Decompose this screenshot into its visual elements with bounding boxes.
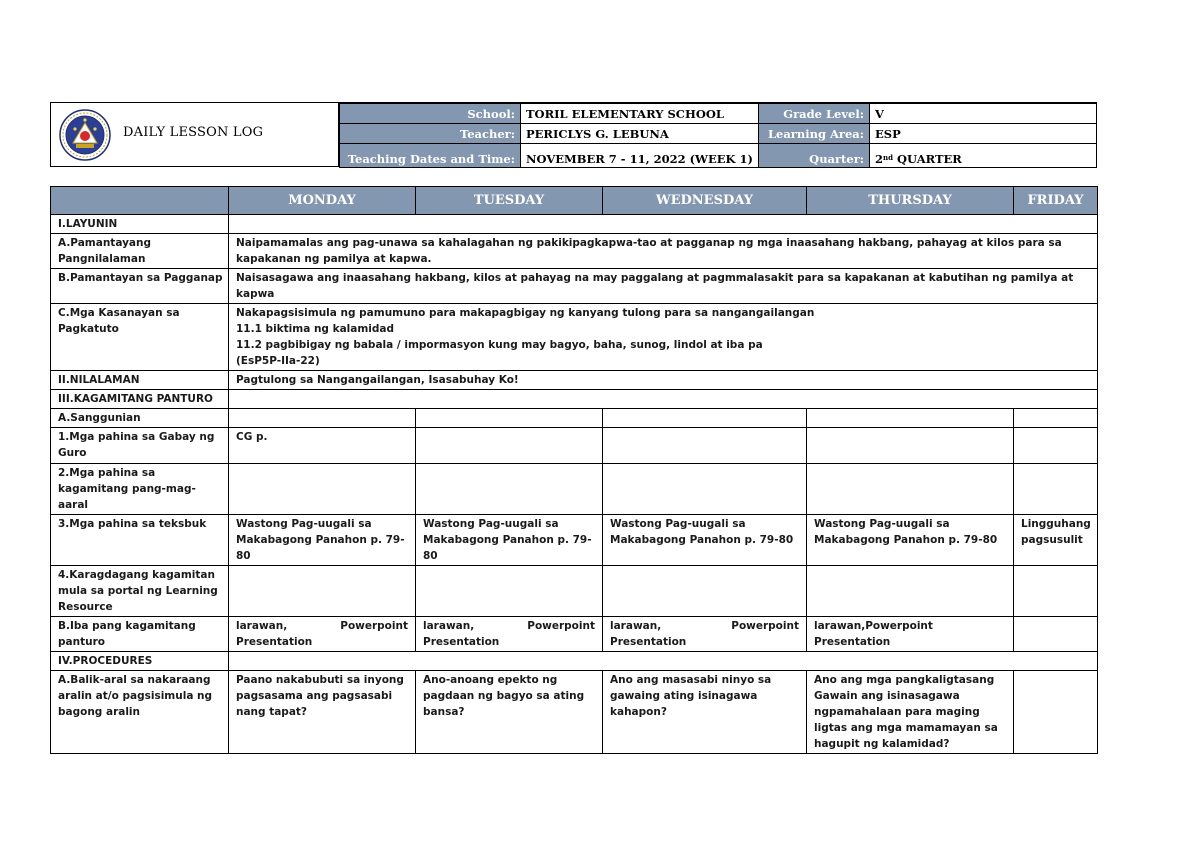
balik-thursday: Ano ang mga pangkaligtasang Gawain ang isinasagawa ngpamahalaan para maging ligtas ang mga mamamayan sa hagupit ng kalamidad? xyxy=(807,671,1014,754)
gabay-label: 1.Mga pahina sa Gabay ng Guro xyxy=(51,428,229,464)
table-cell xyxy=(1014,464,1098,515)
quarter-word: QUARTER xyxy=(897,152,962,166)
teaching-dates-label: Teaching Dates and Time: xyxy=(340,144,521,168)
teksbuk-tuesday: Wastong Pag-uugali sa Makabagong Panahon p. 79-80 xyxy=(416,515,603,566)
table-cell xyxy=(1014,566,1098,617)
table-row xyxy=(51,390,1098,409)
table-cell xyxy=(1014,428,1098,464)
quarter-value xyxy=(870,144,1097,168)
quarter-ordinal: nd xyxy=(883,153,893,162)
table-cell xyxy=(807,464,1014,515)
deped-seal-logo xyxy=(59,109,111,161)
quarter-label: Quarter: xyxy=(759,144,870,168)
table-row xyxy=(51,371,1098,390)
table-cell xyxy=(229,464,416,515)
table-cell xyxy=(807,566,1014,617)
teksbuk-monday: Wastong Pag-uugali sa Makabagong Panahon p. 79-80 xyxy=(229,515,416,566)
table-cell xyxy=(603,464,807,515)
kasanayan-content xyxy=(229,304,1098,371)
teacher-label: Teacher: xyxy=(340,124,521,144)
kagamitan-content xyxy=(229,390,1098,409)
lesson-log-header xyxy=(50,102,1097,167)
table-cell xyxy=(807,428,1014,464)
quarter-number: 2 xyxy=(875,152,884,166)
layunin-content xyxy=(229,215,1098,234)
balik-monday: Paano nakabubuti sa inyong pagsasama ang pagsasabi nang tapat? xyxy=(229,671,416,754)
school-value: TORIL ELEMENTARY SCHOOL xyxy=(521,104,759,124)
document-title: DAILY LESSON LOG xyxy=(123,125,264,140)
table-cell xyxy=(416,464,603,515)
corner-header xyxy=(51,187,229,215)
table-cell xyxy=(229,566,416,617)
balik-label: A.Balik-aral sa nakaraang aralin at/o pagsisimula ng bagong aralin xyxy=(51,671,229,754)
nilalaman-label: II.NILALAMAN xyxy=(51,371,229,390)
table-cell xyxy=(603,409,807,428)
day-header-friday: FRIDAY xyxy=(1014,187,1098,215)
teksbuk-friday: Lingguhang pagsusulit xyxy=(1014,515,1098,566)
kasanayan-line: 11.1 biktima ng kalamidad xyxy=(236,323,395,335)
day-header-row xyxy=(51,187,1098,215)
teacher-value: PERICLYS G. LEBUNA xyxy=(521,124,759,144)
table-cell xyxy=(1014,409,1098,428)
procedures-content xyxy=(229,652,1098,671)
layunin-label: I.LAYUNIN xyxy=(51,215,229,234)
table-row xyxy=(51,234,1098,269)
gabay-monday: CG p. xyxy=(229,428,416,464)
kasanayan-line: Nakapagsisimula ng pamumuno para makapagbigay ng kanyang tulong para sa nangangailangan xyxy=(236,307,815,319)
table-cell xyxy=(229,409,416,428)
table-row xyxy=(51,617,1098,652)
table-row xyxy=(51,464,1098,515)
iba-wednesday: larawan, Powerpoint Presentation xyxy=(603,617,807,652)
table-cell xyxy=(1014,617,1098,652)
iba-monday: larawan, Powerpoint Presentation xyxy=(229,617,416,652)
nilalaman-content: Pagtulong sa Nangangailangan, Isasabuhay Ko! xyxy=(229,371,1098,390)
pamantayang-content: Naipamamalas ang pag-unawa sa kahalagahan ng pakikipagkapwa-tao at pagganap ng mga inaasahang hakbang, pahayag at kilos para sa kapakanan ng pamilya at kapwa. xyxy=(229,234,1098,269)
kasanayan-line: (EsP5P-IIa-22) xyxy=(236,355,320,367)
lesson-table xyxy=(50,186,1098,754)
table-row xyxy=(51,671,1098,754)
day-header-tuesday: TUESDAY xyxy=(416,187,603,215)
pamantayang-label: A.Pamantayang Pangnilalaman xyxy=(51,234,229,269)
karagdagang-label: 4.Karagdagang kagamitan mula sa portal ng Learning Resource xyxy=(51,566,229,617)
table-row xyxy=(51,566,1098,617)
learning-area-label: Learning Area: xyxy=(759,124,870,144)
day-header-thursday: THURSDAY xyxy=(807,187,1014,215)
learning-area-value: ESP xyxy=(870,124,1097,144)
meta-table xyxy=(339,103,1097,168)
iba-label: B.Iba pang kagamitang panturo xyxy=(51,617,229,652)
table-row xyxy=(51,215,1098,234)
table-row xyxy=(51,428,1098,464)
day-header-wednesday: WEDNESDAY xyxy=(603,187,807,215)
table-cell xyxy=(603,566,807,617)
kasanayan-label: C.Mga Kasanayan sa Pagkatuto xyxy=(51,304,229,371)
balik-tuesday: Ano-anoang epekto ng pagdaan ng bagyo sa ating bansa? xyxy=(416,671,603,754)
procedures-label: IV.PROCEDURES xyxy=(51,652,229,671)
sanggunian-label: A.Sanggunian xyxy=(51,409,229,428)
pagganap-content: Naisasagawa ang inaasahang hakbang, kilos at pahayag na may paggalang at pagmmalasakit para sa kapakanan at kabutihan ng pamilya at kapwa xyxy=(229,269,1098,304)
kagamitang-label: 2.Mga pahina sa kagamitang pang-mag-aaral xyxy=(51,464,229,515)
kagamitan-label: III.KAGAMITANG PANTURO xyxy=(51,390,229,409)
grade-level-label: Grade Level: xyxy=(759,104,870,124)
teaching-dates-value: NOVEMBER 7 - 11, 2022 (WEEK 1) xyxy=(521,144,759,168)
pagganap-label: B.Pamantayan sa Pagganap xyxy=(51,269,229,304)
table-row xyxy=(51,304,1098,371)
day-header-monday: MONDAY xyxy=(229,187,416,215)
teksbuk-thursday: Wastong Pag-uugali sa Makabagong Panahon p. 79-80 xyxy=(807,515,1014,566)
table-cell xyxy=(416,428,603,464)
teksbuk-wednesday: Wastong Pag-uugali sa Makabagong Panahon p. 79-80 xyxy=(603,515,807,566)
table-row xyxy=(51,269,1098,304)
school-label: School: xyxy=(340,104,521,124)
table-cell xyxy=(603,428,807,464)
balik-wednesday: Ano ang masasabi ninyo sa gawaing ating isinagawa kahapon? xyxy=(603,671,807,754)
table-cell xyxy=(807,409,1014,428)
table-cell xyxy=(416,566,603,617)
table-row xyxy=(51,409,1098,428)
table-row xyxy=(51,652,1098,671)
table-row xyxy=(51,515,1098,566)
table-cell xyxy=(1014,671,1098,754)
teksbuk-label: 3.Mga pahina sa teksbuk xyxy=(51,515,229,566)
kasanayan-line: 11.2 pagbibigay ng babala / impormasyon kung may bagyo, baha, sunog, lindol at iba pa xyxy=(236,339,763,351)
iba-thursday: larawan,Powerpoint Presentation xyxy=(807,617,1014,652)
table-cell xyxy=(416,409,603,428)
iba-tuesday: larawan, Powerpoint Presentation xyxy=(416,617,603,652)
grade-level-value: V xyxy=(870,104,1097,124)
brand-cell xyxy=(51,103,339,166)
